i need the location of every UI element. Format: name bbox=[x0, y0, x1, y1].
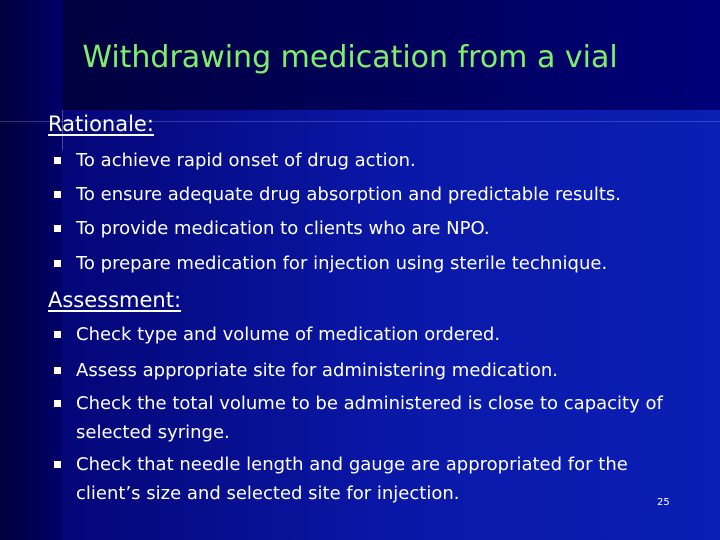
rationale-heading: Rationale: bbox=[48, 112, 154, 136]
assessment-item bbox=[50, 450, 700, 508]
rationale-item bbox=[50, 249, 700, 278]
assessment-item-text: Check type and volume of medication ordered. bbox=[76, 324, 501, 345]
square-bullet-icon bbox=[54, 260, 61, 267]
rationale-item bbox=[50, 180, 700, 209]
square-bullet-icon bbox=[54, 400, 61, 407]
page-number: 25 bbox=[657, 497, 670, 508]
rationale-item-text: To ensure adequate drug absorption and predictable results. bbox=[76, 184, 621, 205]
assessment-item bbox=[50, 356, 700, 385]
square-bullet-icon bbox=[54, 225, 61, 232]
rationale-item bbox=[50, 214, 700, 243]
square-bullet-icon bbox=[54, 191, 61, 198]
rationale-item-text: To provide medication to clients who are NPO. bbox=[76, 218, 490, 239]
rationale-item-text: To achieve rapid onset of drug action. bbox=[76, 150, 416, 171]
rationale-item-text: To prepare medication for injection using sterile technique. bbox=[76, 253, 608, 274]
slide-title: Withdrawing medication from a vial bbox=[82, 40, 618, 75]
assessment-heading: Assessment: bbox=[48, 288, 182, 312]
rationale-item bbox=[50, 146, 700, 175]
square-bullet-icon bbox=[54, 367, 61, 374]
square-bullet-icon bbox=[54, 157, 61, 164]
assessment-item-text: Assess appropriate site for administering medication. bbox=[76, 360, 558, 381]
assessment-item bbox=[50, 389, 700, 447]
square-bullet-icon bbox=[54, 461, 61, 468]
assessment-item-text: Check the total volume to be administered is close to capacity of selected syringe. bbox=[76, 393, 663, 443]
assessment-item bbox=[50, 320, 700, 349]
square-bullet-icon bbox=[54, 331, 61, 338]
assessment-item-text: Check that needle length and gauge are appropriated for the client’s size and selected site for injection. bbox=[76, 454, 628, 504]
